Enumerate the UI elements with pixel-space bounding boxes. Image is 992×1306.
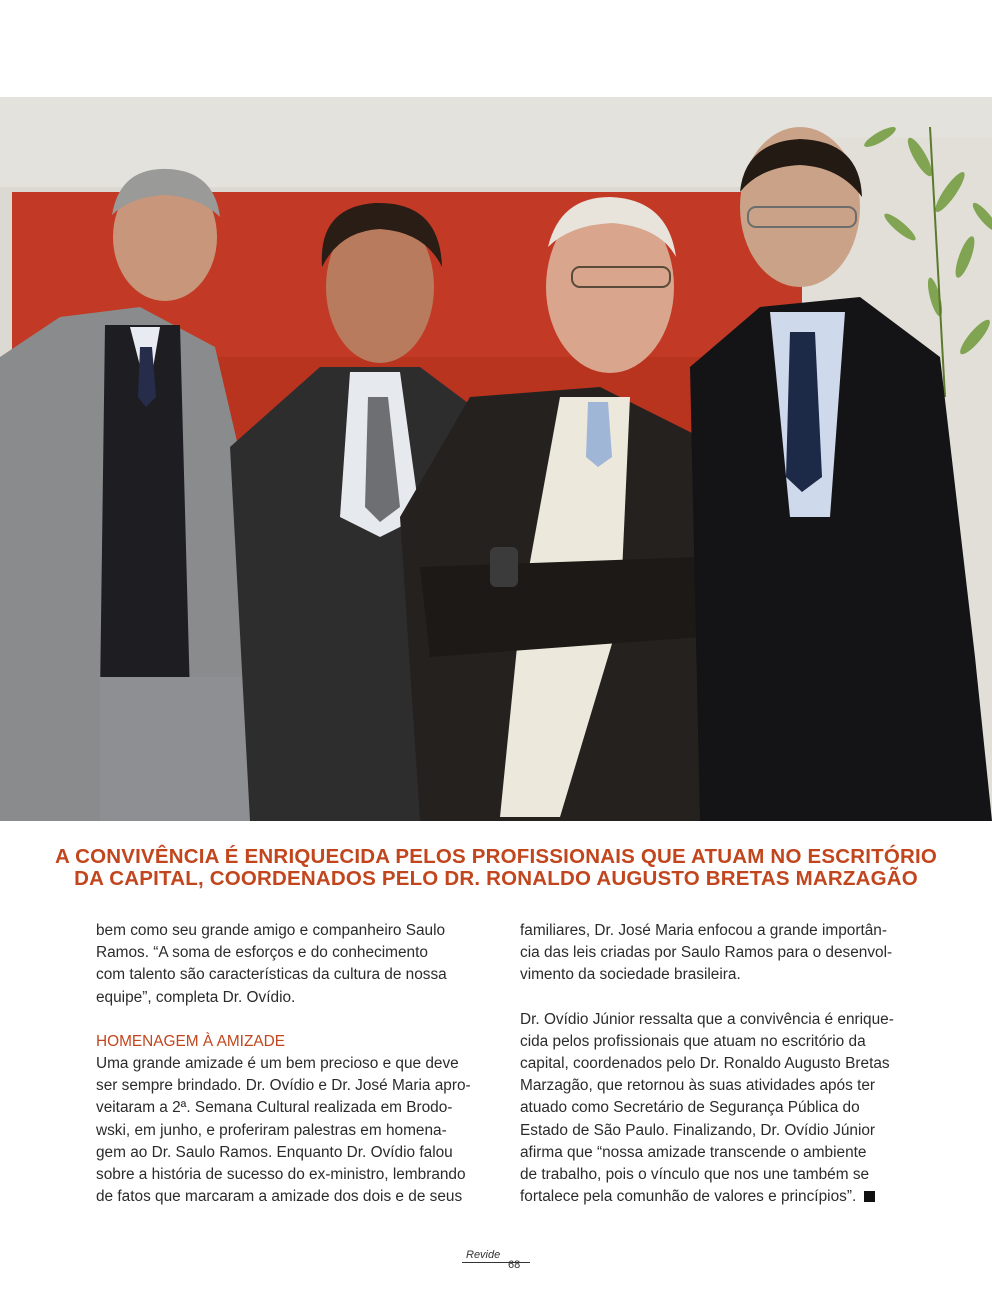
text-line: familiares, Dr. José Maria enfocou a grande importân- [520,922,887,939]
section-subhead: HOMENAGEM À AMIZADE [96,1032,285,1050]
text-line: ser sempre brindado. Dr. Ovídio e Dr. José Maria apro- [96,1077,471,1095]
text-line: Ramos. “A soma de esforços e do conhecimento [96,944,428,962]
left-paragraph-2 [96,1053,478,1208]
text-line: de trabalho, pois o vínculo que nos une também se [520,1166,870,1184]
left-paragraph-1 [96,920,478,1009]
text-line: de fatos que marcaram a amizade dos dois e de seus [96,1188,463,1206]
group-photo [0,97,992,821]
magazine-name: Revide [466,1249,501,1261]
pull-quote-line-2: DA CAPITAL, COORDENADOS PELO DR. RONALDO AUGUSTO BRETAS MARZAGÃO [74,867,918,890]
text-line: Dr. Ovídio Júnior ressalta que a convivência é enrique- [520,1010,894,1028]
text-line: wski, em junho, e proferiram palestras em homena- [96,1121,447,1139]
text-line: bem como seu grande amigo e companheiro Saulo [96,922,446,939]
text-line: capital, coordenados pelo Dr. Ronaldo Augusto Bretas [520,1055,890,1073]
text-line: veitaram a 2ª. Semana Cultural realizada em Brodo- [96,1099,453,1117]
text-line: atuado como Secretário de Segurança Pública do [520,1099,860,1117]
text-line: sobre a história de sucesso do ex-ministro, lembrando [96,1166,466,1184]
right-paragraph-1 [520,920,902,987]
right-paragraph-2 [520,1009,902,1209]
text-line: Marzagão, que retornou às suas atividades após ter [520,1077,876,1095]
text-line: fortalece pela comunhão de valores e princípios”. [520,1188,857,1206]
text-line: afirma que “nossa amizade transcende o ambiente [520,1143,867,1161]
right-column [520,920,902,1208]
end-of-article-square-icon [864,1191,875,1202]
text-line: vimento da sociedade brasileira. [520,966,741,984]
pull-quote [40,846,952,890]
text-line: Uma grande amizade é um bem precioso e que deve [96,1055,459,1073]
text-line: cida pelos profissionais que atuam no escritório da [520,1032,866,1050]
text-line-last [520,1186,902,1208]
text-line: gem ao Dr. Saulo Ramos. Enquanto Dr. Ovídio falou [96,1143,453,1161]
page-number: 68 [508,1259,521,1271]
text-line: cia das leis criadas por Saulo Ramos para o desenvol- [520,944,893,962]
text-line: Estado de São Paulo. Finalizando, Dr. Ovídio Júnior [520,1121,876,1139]
text-line: com talento são características da cultura de nossa [96,966,447,984]
text-line: equipe”, completa Dr. Ovídio. [96,988,296,1006]
left-column [96,920,478,1208]
page-folio [462,1249,542,1273]
pull-quote-line-1: A CONVIVÊNCIA É ENRIQUECIDA PELOS PROFISSIONAIS QUE ATUAM NO ESCRITÓRIO [54,845,938,868]
